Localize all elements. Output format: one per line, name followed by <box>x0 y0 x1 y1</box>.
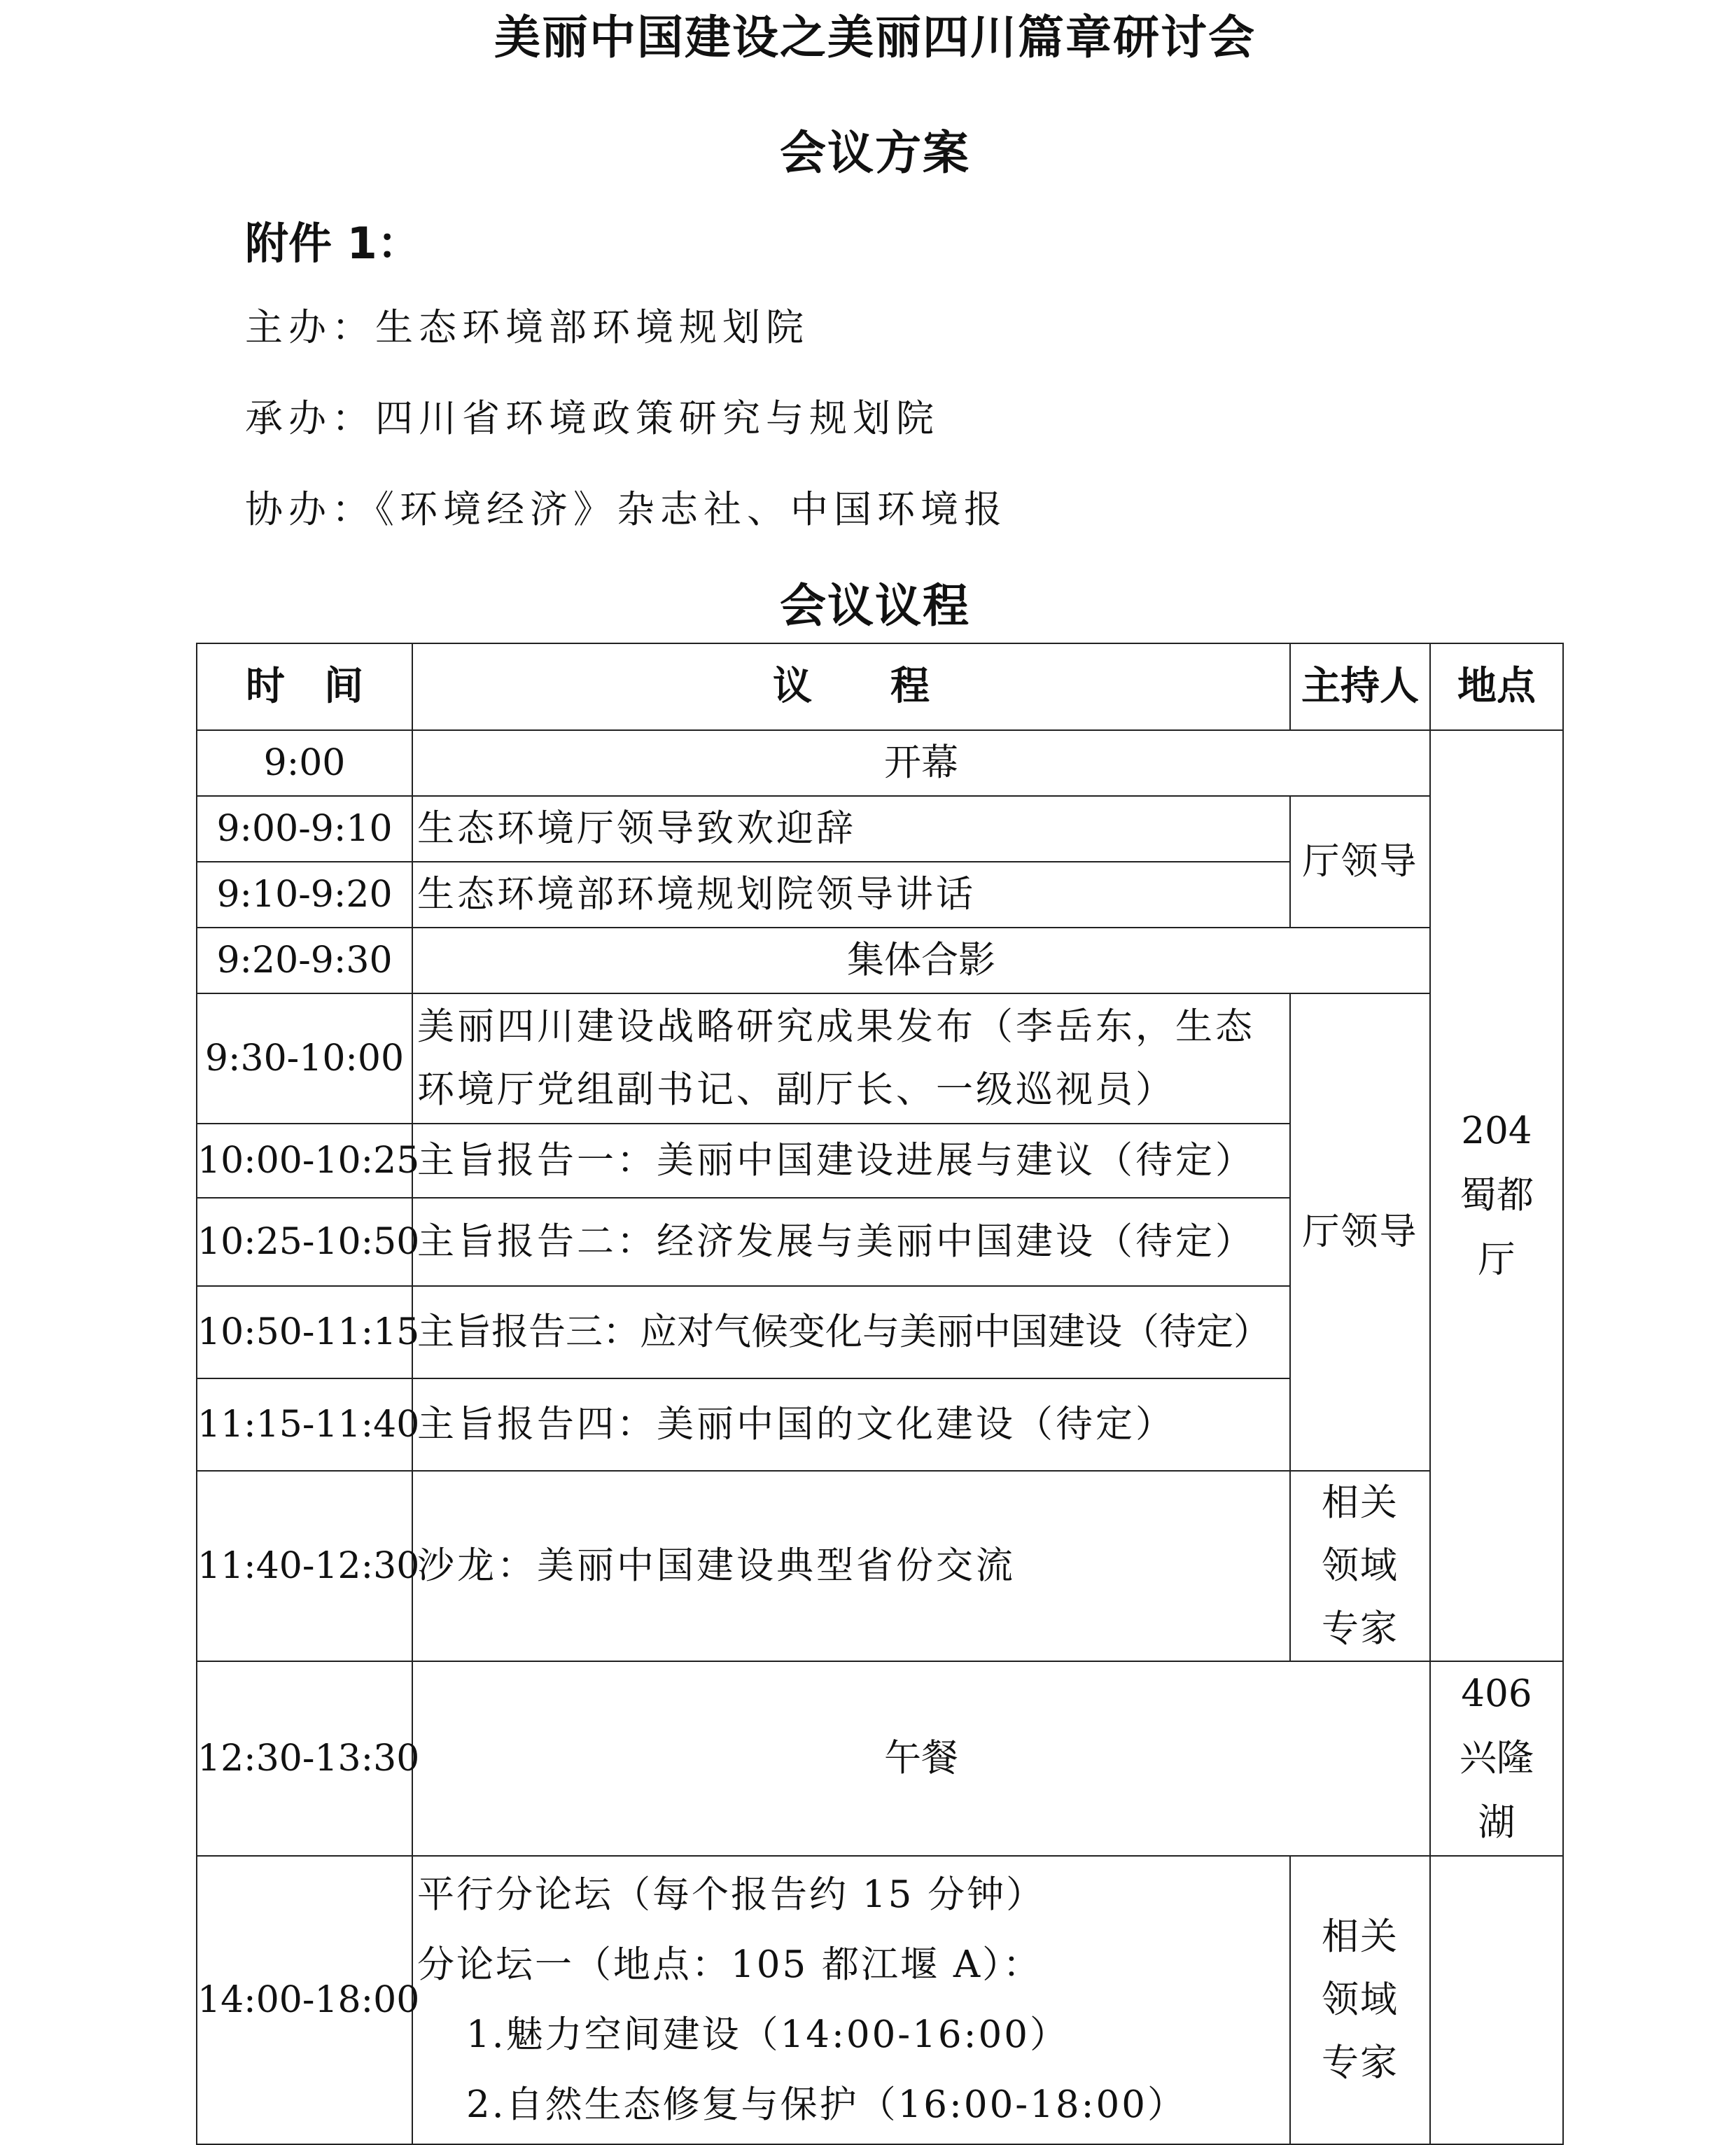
row-time: 9:00-9:10 <box>197 796 412 862</box>
host-cell: 厅领导 <box>1290 796 1430 928</box>
row-time: 9:30-10:00 <box>197 993 412 1124</box>
table-header-row <box>197 643 1563 730</box>
agenda-table <box>196 643 1564 2145</box>
location-cell-forum <box>1430 1856 1563 2144</box>
host-cell: 厅领导 <box>1290 993 1430 1471</box>
header-host: 主持人 <box>1290 643 1430 730</box>
table-row <box>197 993 1563 1124</box>
table-row <box>197 1471 1563 1661</box>
row-agenda: 生态环境部环境规划院领导讲话 <box>412 862 1290 928</box>
table-row <box>197 1856 1563 2144</box>
row-agenda: 主旨报告三：应对气候变化与美丽中国建设（待定） <box>412 1286 1290 1378</box>
forum-line: 2.自然生态修复与保护（16:00-18:00） <box>466 2083 1186 2126</box>
row-agenda: 集体合影 <box>412 928 1430 993</box>
row-agenda: 午餐 <box>412 1661 1430 1856</box>
location-cell-lunch <box>1430 1661 1563 1856</box>
location-lunch: 406 兴隆湖 <box>1460 1672 1534 1844</box>
host-line: 主办：生态环境部环境规划院 <box>245 305 809 349</box>
location-main: 204 蜀都厅 <box>1460 1110 1534 1281</box>
co-organizer-line: 协办：《环境经济》杂志社、中国环境报 <box>245 487 1007 531</box>
salon-host: 相关领域专家 <box>1322 1481 1399 1650</box>
location-cell-main <box>1430 730 1563 1661</box>
forum-line: 1.魅力空间建设（14:00-16:00） <box>466 2013 1069 2056</box>
row-time: 9:20-9:30 <box>197 928 412 993</box>
forum-line: 平行分论坛（每个报告约 15 分钟） <box>417 1873 1046 1916</box>
forum-line: 分论坛一（地点：105 都江堰 A）： <box>417 1943 1042 1986</box>
forum-agenda-cell <box>412 1856 1290 2144</box>
host-cell <box>1290 1471 1430 1661</box>
row-agenda: 主旨报告四：美丽中国的文化建设（待定） <box>412 1378 1290 1471</box>
table-row <box>197 730 1563 796</box>
row-time: 10:25-10:50 <box>197 1198 412 1286</box>
row-time: 10:50-11:15 <box>197 1286 412 1378</box>
row-agenda: 生态环境厅领导致欢迎辞 <box>412 796 1290 862</box>
attachment-label: 附件 1： <box>245 218 421 269</box>
agenda-heading: 会议议程 <box>780 579 970 633</box>
header-location: 地点 <box>1430 643 1563 730</box>
table-row <box>197 1661 1563 1856</box>
header-time: 时 间 <box>197 643 412 730</box>
table-row <box>197 796 1563 862</box>
document-title: 美丽中国建设之美丽四川篇章研讨会 <box>494 11 1256 64</box>
header-agenda: 议 程 <box>412 643 1290 730</box>
row-time: 12:30-13:30 <box>197 1661 412 1856</box>
host-cell <box>1290 1856 1430 2144</box>
row-time: 9:00 <box>197 730 412 796</box>
document-subtitle: 会议方案 <box>780 126 970 180</box>
organizer-line: 承办：四川省环境政策研究与规划院 <box>245 396 939 440</box>
row-agenda: 主旨报告一：美丽中国建设进展与建议（待定） <box>412 1124 1290 1198</box>
row-agenda: 主旨报告二：经济发展与美丽中国建设（待定） <box>412 1198 1290 1286</box>
row-time: 11:15-11:40 <box>197 1378 412 1471</box>
row-agenda: 开幕 <box>412 730 1430 796</box>
row-time: 9:10-9:20 <box>197 862 412 928</box>
row-time: 10:00-10:25 <box>197 1124 412 1198</box>
row-time: 11:40-12:30 <box>197 1471 412 1661</box>
table-row <box>197 928 1563 993</box>
forum-host: 相关领域专家 <box>1322 1915 1399 2084</box>
row-agenda: 美丽四川建设战略研究成果发布（李岳东，生态环境厅党组副书记、副厅长、一级巡视员） <box>412 993 1290 1124</box>
row-time: 14:00-18:00 <box>197 1856 412 2144</box>
row-agenda: 沙龙：美丽中国建设典型省份交流 <box>412 1471 1290 1661</box>
